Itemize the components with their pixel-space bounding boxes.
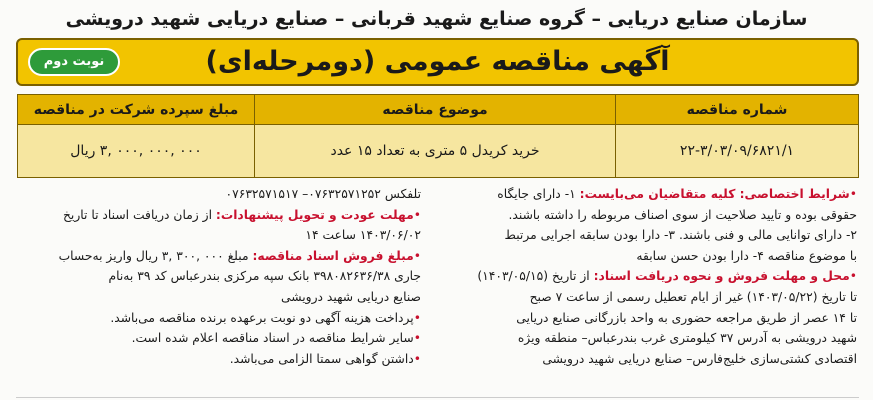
condition-line: ۲- دارای توانایی مالی و فنی باشند. ۳- دارا بودن سابقه اجرایی مرتبط	[504, 228, 857, 243]
table-row	[18, 125, 859, 178]
note-text: داشتن گواهی سمتا الزامی می‌باشد.	[229, 351, 414, 366]
sale-period-line: تا تاریخ (۱۴۰۳/۰۵/۲۲) غیر از ایام تعطیل رسمی از ساعت ۷ صبح	[529, 289, 857, 304]
header-tender-number: شماره مناقصه	[616, 95, 859, 125]
sale-location-line	[425, 266, 857, 287]
sale-location-label: محل و مهلت فروش و نحوه دریافت اسناد:	[593, 269, 850, 284]
bottom-divider	[16, 397, 859, 398]
address-line: اقتصادی کشتی‌سازی خلیج‌فارس– صنایع دریایی شهید درویشی	[542, 351, 857, 366]
sale-hours-line: تا ۱۴ عصر از طریق مراجعه حضوری به واحد بازرگانی صنایع دریایی	[516, 310, 857, 325]
document-price-text: مبلغ ۰۰۰ ,۳۰۰ ,۳ ریال واریز به‌حساب	[58, 248, 249, 263]
note-line	[16, 349, 421, 370]
conditions-column	[425, 184, 857, 369]
title-banner	[16, 38, 859, 86]
note-text: پرداخت هزینه آگهی دو نوبت برعهده برنده مناقصه می‌باشد.	[110, 310, 414, 325]
submission-deadline-label: مهلت عودت و تحویل پیشنهادات:	[215, 207, 414, 222]
notice-title: آگهی مناقصه عمومی (دومرحله‌ای)	[205, 46, 670, 77]
note-text: سایر شرایط مناقصه در اسناد مناقصه اعلام شده است.	[131, 331, 414, 346]
fax-line	[16, 184, 421, 205]
deposit-amount: ۰۰۰ ,۰۰۰ ,۰۰۰ ,۳ ریال	[18, 125, 255, 178]
submission-deadline-text: از زمان دریافت اسناد تا تاریخ	[62, 207, 212, 222]
note-line	[16, 308, 421, 329]
bullet-icon: •	[413, 207, 421, 222]
condition-line: با موضوع مناقصه ۴- دارا بودن حسن سابقه	[636, 248, 857, 263]
condition-line: حقوقی بوده و تایید صلاحیت از سوی اصناف مربوطه را داشته باشند.	[508, 207, 857, 222]
document-price-line	[16, 246, 421, 267]
address-line: شهید درویشی به آدرس ۳۷ کیلومتری غرب بندرعباس– منطقه ویژه	[517, 331, 857, 346]
account-owner-line: صنایع دریایی شهید درویشی	[281, 289, 421, 304]
tender-number: ۲۲-۳/۰۳/۰۹/۶۸۲۱/۱	[616, 125, 859, 178]
condition-text: ۱- دارای جایگاه	[497, 187, 576, 201]
submission-deadline-line	[16, 205, 421, 226]
fax-label: تلفکس	[384, 187, 421, 201]
special-conditions-label: شرایط اختصاصی: کلیه متقاضیان می‌بایست:	[579, 187, 850, 201]
table-header-row	[18, 95, 859, 125]
tender-subject: خرید کریدل ۵ متری به تعداد ۱۵ عدد	[255, 125, 616, 178]
special-conditions-line	[425, 184, 857, 205]
header-tender-subject: موضوع مناقصه	[255, 95, 616, 125]
document-price-label: مبلغ فروش اسناد مناقصه:	[252, 248, 414, 263]
bank-account-line: جاری ۳۹۸۰۸۲۶۳۶/۳۸ بانک سپه مرکزی بندرعباس کد ۳۹ به‌نام	[108, 269, 421, 284]
note-line	[16, 328, 421, 349]
header-deposit-amount: مبلغ سپرده شرکت در مناقصه	[18, 95, 255, 125]
tender-info-table	[17, 94, 859, 178]
sale-start-text: از تاریخ (۱۴۰۳/۰۵/۱۵)	[477, 269, 590, 284]
submission-deadline-date: ۱۴۰۳/۰۶/۰۲ ساعت ۱۴	[305, 228, 421, 243]
publication-round-badge: نوبت دوم	[28, 48, 120, 76]
bullet-icon: •	[849, 269, 857, 284]
bullet-icon: •	[849, 187, 857, 201]
bullet-icon: •	[413, 351, 421, 366]
organization-header: سازمان صنایع دریایی – گروه صنایع شهید قربانی – صنایع دریایی شهید درویشی	[65, 8, 808, 30]
bullet-icon: •	[413, 331, 421, 346]
bullet-icon: •	[413, 248, 421, 263]
details-column	[16, 184, 421, 369]
fax-number: ۰۷۶۳۲۵۷۱۲۵۲– ۰۷۶۳۲۵۷۱۵۱۷	[225, 187, 381, 201]
bullet-icon: •	[413, 310, 421, 325]
